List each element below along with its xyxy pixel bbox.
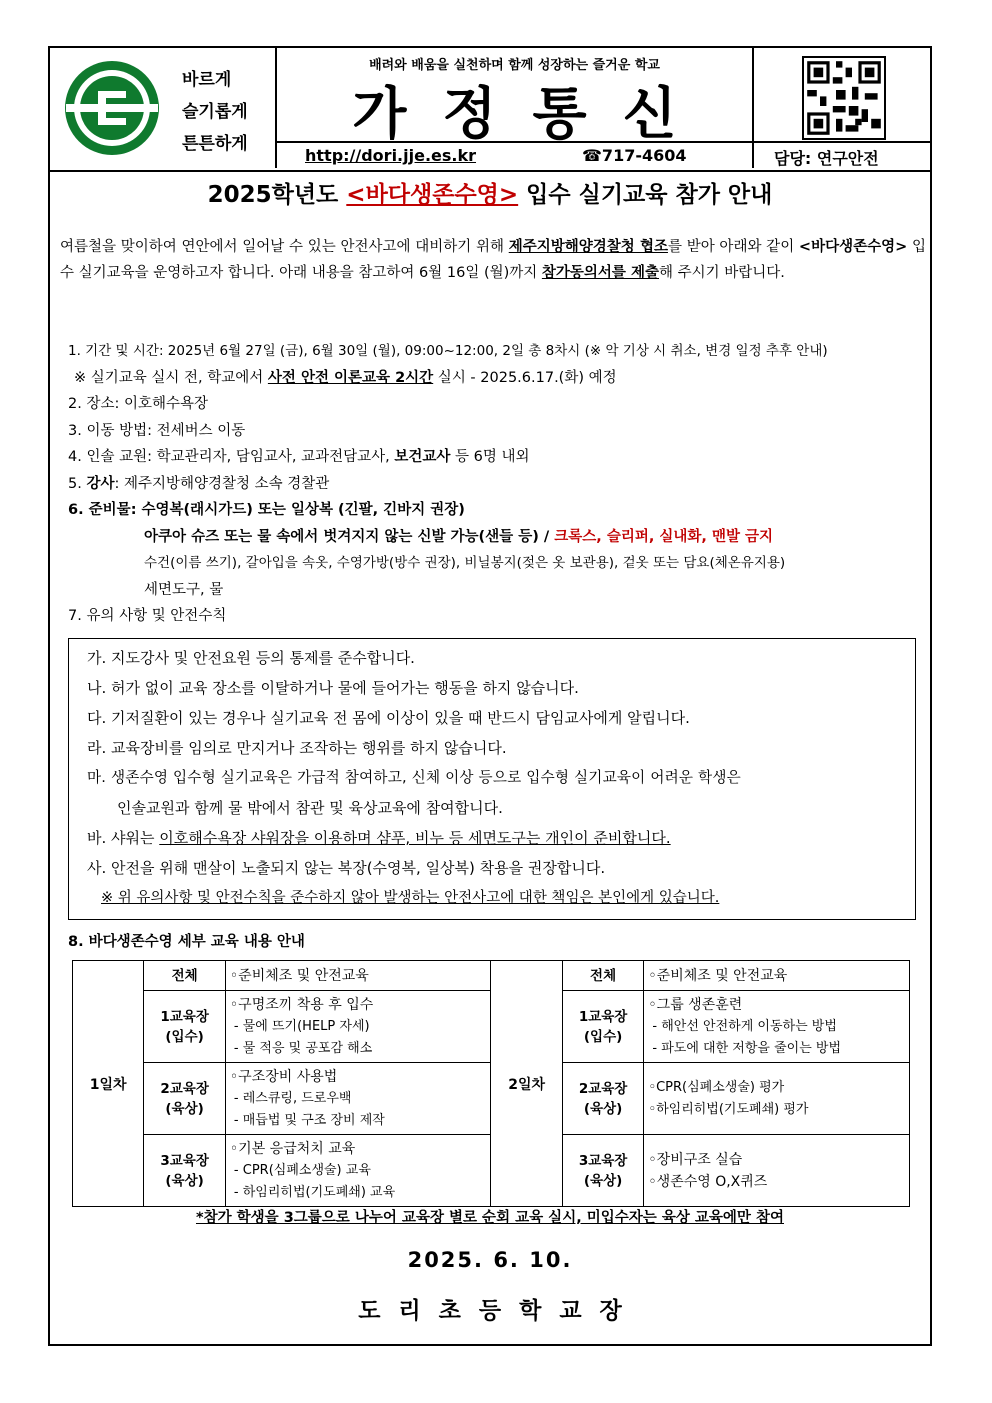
content-line: - 레스큐링, 드로우백 (233, 1090, 352, 1106)
title-post: 입수 실기교육 참가 안내 (518, 182, 773, 208)
location-cell: 전체 (562, 961, 644, 991)
intro-text: 여름철을 맞이하여 연안에서 일어날 수 있는 안전사고에 대비하기 위해 (60, 239, 509, 255)
intro-text: 해 주시기 바랍니다. (659, 265, 785, 281)
intro-paragraph (60, 234, 926, 286)
content-line: ◦구명조끼 착용 후 입수 (229, 996, 374, 1013)
item-text: 실시 - 2025.6.17.(화) 예정 (433, 369, 617, 386)
owner-row (754, 141, 930, 170)
content-line: - 해안선 안전하게 이동하는 방법 (652, 1018, 837, 1034)
loc-line: (입수) (583, 1028, 623, 1045)
content-line: ◦생존수영 O,X퀴즈 (648, 1173, 768, 1190)
loc-line: (육상) (583, 1100, 623, 1117)
item-emphasis: 강사 (86, 475, 115, 492)
contact-row (277, 141, 752, 170)
title-cell (277, 48, 754, 168)
motto-line: 바르게 (182, 70, 232, 90)
content-line: - 물 적응 및 공포감 해소 (233, 1040, 373, 1056)
item-text: ※ 실기교육 실시 전, 학교에서 (74, 369, 268, 386)
department-owner: 담당: 연구안전 (774, 149, 879, 168)
location-cell (562, 1063, 644, 1135)
issue-date: 2025. 6. 10. (407, 1248, 573, 1272)
rule-item: 마. 생존수영 입수형 실기교육은 가급적 참여하고, 신체 이상 등으로 입수형 실기교육이 어려운 학생은 (87, 769, 741, 786)
loc-line: 2교육장 (578, 1080, 628, 1097)
content-line: - 매듭법 및 구조 장비 제작 (233, 1112, 385, 1128)
motto-line: 슬기롭게 (182, 102, 248, 122)
rule-item: 다. 기저질환이 있는 경우나 실기교육 전 몸에 이상이 있을 때 반드시 담임교사에게 알립니다. (87, 709, 690, 727)
content-cell: ◦준비체조 및 안전교육 (225, 961, 491, 991)
loc-line: (육상) (165, 1172, 204, 1189)
content-line: ◦구조장비 사용법 (229, 1068, 338, 1085)
day-label: 2일차 (491, 961, 562, 1207)
content-cell (225, 991, 491, 1063)
item-text: 6. (68, 502, 89, 518)
item-emphasis: 보건교사 (394, 449, 451, 465)
item-text: 4. 인솔 교원: 학교관리자, 담임교사, 교과전담교사, (68, 449, 395, 465)
content-cell: ◦준비체조 및 안전교육 (644, 961, 910, 991)
loc-line: (육상) (165, 1100, 204, 1117)
location-cell: 전체 (144, 961, 226, 991)
list-item (68, 550, 928, 577)
list-item: 7. 유의 사항 및 안전수칙 (68, 608, 227, 624)
school-logo-icon (62, 58, 162, 158)
schedule-table (72, 960, 910, 1207)
loc-line: (육상) (583, 1172, 623, 1189)
school-motto (182, 64, 248, 160)
title-pre: 2025학년도 (207, 182, 347, 208)
list-item (68, 497, 928, 524)
content-cell (644, 1063, 910, 1135)
item-text: : 제주지방해양경찰청 소속 경찰관 (114, 475, 330, 492)
loc-line: 1교육장 (578, 1008, 628, 1025)
item-text: 세면도구, 물 (144, 581, 224, 598)
loc-line: 2교육장 (160, 1080, 209, 1097)
list-item (68, 365, 928, 392)
item-emphasis: 사전 안전 이론교육 2시간 (267, 369, 434, 386)
content-cell (644, 1135, 910, 1207)
qr-cell (754, 48, 930, 168)
school-phone: ☎717-4604 (582, 146, 687, 165)
rule-item: 라. 교육장비를 임의로 만지거나 조작하는 행위를 하지 않습니다. (87, 739, 507, 757)
title-highlight: <바다생존수영> (346, 182, 519, 208)
document-title (50, 176, 930, 209)
list-item (68, 471, 928, 498)
list-item: 3. 이동 방법: 전세버스 이동 (68, 422, 246, 439)
item-text: 등 6명 내외 (450, 449, 530, 465)
item-warning: 크록스, 슬리퍼, 실내화, 맨발 금지 (554, 528, 774, 545)
content-line: ◦하임리히법(기도폐쇄) 평가 (648, 1101, 809, 1117)
intro-emphasis: 참가동의서를 제출 (541, 265, 659, 281)
rule-item: 사. 안전을 위해 맨살이 노출되지 않는 복장(수영복, 일상복) 착용을 권장합니다. (87, 859, 606, 877)
info-list (68, 338, 928, 630)
rule-item: 나. 허가 없이 교육 장소를 이탈하거나 물에 들어가는 행동을 하지 않습니다. (87, 679, 579, 697)
loc-line: 1교육장 (160, 1008, 209, 1025)
loc-line: (입수) (165, 1028, 204, 1045)
school-slogan: 배려와 배움을 실천하며 함께 성장하는 즐거운 학교 (369, 58, 660, 73)
rule-disclaimer: ※ 위 유의사항 및 안전수칙을 준수하지 않아 발생하는 안전사고에 대한 책임은 본인에게 있습니다. (101, 890, 720, 906)
rule-item: 가. 지도강사 및 안전요원 등의 통제를 준수합니다. (87, 649, 415, 667)
principal-signature: 도리초등학교장 (358, 1298, 640, 1324)
location-cell (144, 991, 226, 1063)
list-item (68, 338, 928, 365)
list-item (68, 524, 928, 551)
header (50, 48, 930, 172)
rule-text: 바. 샤워는 (87, 829, 160, 847)
rule-emphasis: 이호해수욕장 샤워장을 이용하며 샴푸, 비누 등 세면도구는 개인이 준비합니다. (159, 829, 671, 847)
content-line: - CPR(심폐소생술) 교육 (233, 1162, 371, 1178)
section-heading: 8. 바다생존수영 세부 교육 내용 안내 (68, 934, 305, 950)
content-line: ◦그룹 생존훈련 (648, 996, 743, 1013)
schedule-note: *참가 학생을 3그룹으로 나누어 교육장 별로 순회 교육 실시, 미입수자는 육상 교육에만 참여 (195, 1210, 784, 1226)
content-cell (225, 1063, 491, 1135)
content-line: ◦장비구조 실습 (648, 1151, 743, 1168)
intro-emphasis: 제주지방해양경찰청 협조 (508, 239, 668, 255)
item-text: : 수영복(래시가드) 또는 일상복 (긴팔, 긴바지 권장) (130, 502, 465, 518)
intro-emphasis: <바다생존수영> (798, 239, 908, 255)
item-text: 1. 기간 및 시간: 2025년 6월 27일 (금), 6월 30일 (월), 09:00~12:00, 2일 총 8차시 (※ 악 기상 시 취소, 변경 일정 추후 안내) (68, 343, 828, 359)
item-text: 아쿠아 슈즈 또는 물 속에서 벗겨지지 않는 신발 가능(샌들 등) / (144, 528, 555, 545)
item-text: 수건(이름 쓰기), 갈아입을 속옷, 수영가방(방수 권장), 비닐봉지(젖은 옷 보관용), 겉옷 또는 담요(체온유지용) (144, 555, 786, 571)
item-emphasis: 준비물 (88, 502, 131, 518)
content-line: ◦기본 응급처치 교육 (229, 1140, 356, 1157)
table-row (73, 961, 910, 991)
rule-item (87, 823, 907, 853)
qr-code-icon (802, 56, 886, 140)
school-url-link[interactable]: http://dori.jje.es.kr (305, 146, 477, 165)
intro-text: 입수 실기교육을 운영하고자 합니다. 아래 내용을 참고하여 6월 16일 (월)까지 (60, 239, 926, 281)
rule-item: 인솔교원과 함께 물 밖에서 참관 및 육상교육에 참여합니다. (117, 799, 503, 817)
logo-cell (50, 48, 277, 168)
newsletter-page (48, 46, 932, 1346)
list-item (68, 444, 928, 471)
loc-line: 3교육장 (160, 1152, 209, 1169)
location-cell (144, 1063, 226, 1135)
newsletter-title: 가정통신 (352, 81, 713, 147)
content-cell (225, 1135, 491, 1207)
content-line: - 하임리히법(기도폐쇄) 교육 (233, 1184, 396, 1200)
location-cell (562, 1135, 644, 1207)
list-item (68, 577, 928, 604)
content-line: - 물에 뜨기(HELP 자세) (233, 1018, 370, 1034)
intro-text: 를 받아 아래와 같이 (667, 239, 799, 255)
loc-line: 3교육장 (578, 1152, 628, 1169)
day-label: 1일차 (73, 961, 144, 1207)
content-line: ◦CPR(심폐소생술) 평가 (648, 1079, 785, 1095)
list-item: 2. 장소: 이호해수욕장 (68, 396, 208, 412)
item-text: 5. (68, 475, 87, 492)
location-cell (562, 991, 644, 1063)
motto-line: 튼튼하게 (182, 134, 248, 154)
content-line: - 파도에 대한 저항을 줄이는 방법 (652, 1040, 842, 1056)
location-cell (144, 1135, 226, 1207)
content-cell (644, 991, 910, 1063)
safety-rules-box (68, 638, 916, 920)
